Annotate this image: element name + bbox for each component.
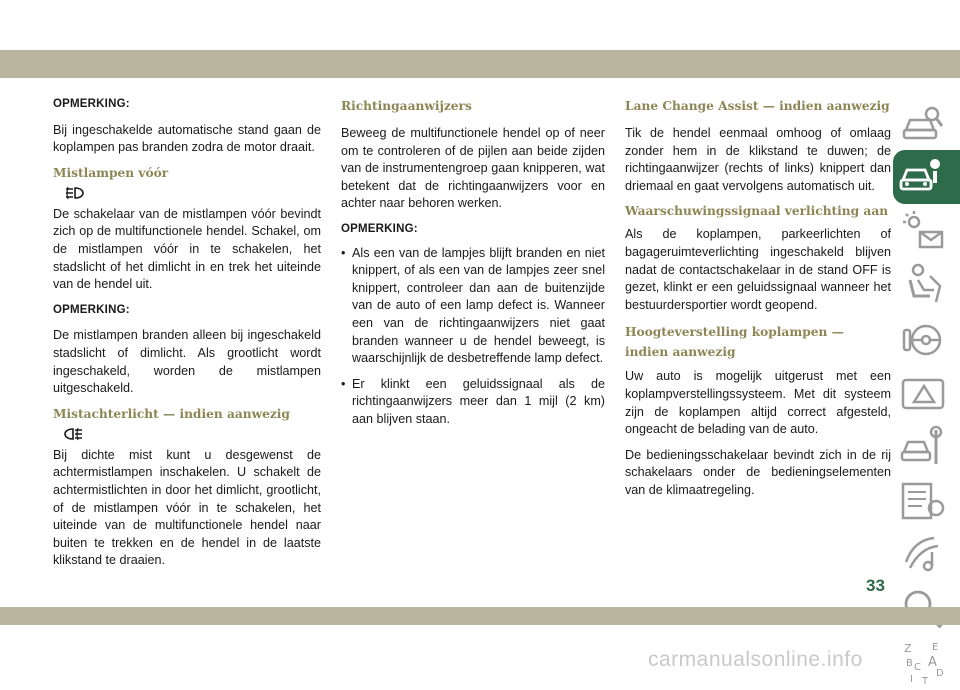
heading-headlight-leveling: Hoogteverstelling koplampen — indien aanwezig xyxy=(625,325,844,360)
rear-fog-lamp-icon xyxy=(63,427,85,441)
front-fog-text: De schakelaar van de mistlampen vóór bevindt zich op de multifunctionele hendel. Schakel, om de mistlampen vóór in te schakelen, het stadslicht of het dimlicht in en trek het uiteinde van de hendel uit. xyxy=(53,206,321,292)
music-note-icon xyxy=(900,532,946,578)
note-label: OPMERKING: xyxy=(53,303,130,316)
heading-turn-signals: Richtingaanwijzers xyxy=(341,99,472,113)
footer-band xyxy=(0,607,960,625)
index-letter: T xyxy=(922,676,929,686)
tab-technical-data[interactable] xyxy=(896,474,950,528)
header-band xyxy=(0,50,960,78)
tab-safety[interactable] xyxy=(896,258,950,312)
alphabet-index-icon xyxy=(900,640,946,686)
car-info-icon xyxy=(897,154,943,200)
seat-person-icon xyxy=(900,262,946,308)
index-letter: B xyxy=(906,658,913,669)
list-item: • Er klinkt een geluidssignaal als de richtingaanwijzers meer dan 1 mijl (2 km) aan blijven staan. xyxy=(341,376,605,429)
column-2 xyxy=(341,96,605,437)
tab-emergency[interactable] xyxy=(896,366,950,420)
tab-warning-lights[interactable] xyxy=(896,204,950,258)
tab-service[interactable] xyxy=(896,420,950,474)
heading-lane-change: Lane Change Assist — indien aanwezig xyxy=(625,99,890,113)
index-letter: A xyxy=(928,655,937,670)
note-label: OPMERKING: xyxy=(53,98,130,110)
note-text: De mistlampen branden alleen bij ingeschakeld stadslicht of dimlicht. Als grootlicht wordt ingeschakeld, worden de mistlampen uitgeschakeld. xyxy=(53,328,321,396)
heading-front-fog: Mistlampen vóór xyxy=(53,165,169,180)
tab-multimedia[interactable] xyxy=(896,528,950,582)
car-wrench-icon xyxy=(900,424,946,470)
note-bullet-list xyxy=(341,245,605,429)
headlight-leveling-text: Uw auto is mogelijk uitgerust met een koplampverstellingssysteem. Met dit systeem zijn de koplampen altijd correct afgesteld, ongeacht de belading van de auto. xyxy=(625,369,891,437)
heading-lights-warning: Waarschuwingssignaal verlichting aan xyxy=(625,204,889,219)
warning-light-envelope-icon xyxy=(900,208,946,254)
tab-starting-driving[interactable] xyxy=(896,312,950,366)
list-gear-icon xyxy=(900,478,946,524)
heading-rear-fog: Mistachterlicht — indien aanwezig xyxy=(53,406,290,421)
index-letter: I xyxy=(910,674,913,685)
rear-fog-text: Bij dichte mist kunt u desgewenst de achtermistlampen inschakelen. U schakelt de achtermistlichten in door het dimlicht, grootlicht, of de mistlampen vóór in te schakelen, het uiteinde van de multifunctionele hendel naar buiten te trekken en de hendel in de laatste klikstand te draaien. xyxy=(53,447,321,568)
note-label: OPMERKING: xyxy=(341,222,418,235)
car-magnifier-icon xyxy=(900,100,946,146)
turn-signals-text: Beweeg de multifunctionele hendel op of neer om te controleren of de pijlen aan beide zijden van de instrumentengroep gaan knipperen, wat betekent dat de richtingaanwijzers voor en achter naar behoren werken. xyxy=(341,126,605,211)
tab-car-controls-active[interactable] xyxy=(893,150,960,204)
lights-warning-text: Als de koplampen, parkeerlichten of bagageruimteverlichting ingeschakeld blijven nadat de contactschakelaar in de stand OFF is gezet, klinkt er een geluidssignaal wanneer het bestuurdersportier wordt geopend. xyxy=(625,227,891,312)
index-letter: E xyxy=(932,642,939,653)
watermark: carmanualsonline.info xyxy=(648,648,863,671)
index-letter: D xyxy=(936,668,944,679)
index-letter: C xyxy=(914,662,921,673)
note-text: Bij ingeschakelde automatische stand gaan de koplampen pas branden zodra de motor draait. xyxy=(53,122,321,155)
lane-change-text: Tik de hendel eenmaal omhoog of omlaag zonder hem in de klikstand te duwen; de richtingaanwijzer (rechts of links) knippert dan driemaal en gaat vervolgens automatisch uit. xyxy=(625,126,891,193)
steering-wheel-icon xyxy=(900,316,946,362)
headlight-leveling-text: De bedieningsschakelaar bevindt zich in de rij schakelaars onder de bedieningselementen van de klimaatregeling. xyxy=(625,447,891,497)
list-item: • Als een van de lampjes blijft branden en niet knippert, of als een van de lampjes zeer snel knippert, controleer dan aan de buitenzijde van de auto of een lamp defect is. Wanneer een van de richtingaanwijzers niet gaat branden wanneer u de hendel beweegt, is waarschijnlijk de desbetreffende lamp defect. xyxy=(341,245,605,368)
column-1 xyxy=(53,96,321,578)
tab-car-info[interactable] xyxy=(896,96,950,150)
index-letter: Z xyxy=(904,642,912,655)
tab-index[interactable] xyxy=(896,636,950,690)
column-3 xyxy=(625,96,891,508)
hazard-warning-icon xyxy=(900,370,946,416)
front-fog-lamp-icon xyxy=(63,186,85,200)
chapter-tabs xyxy=(893,96,960,690)
page-number: 33 xyxy=(866,576,885,595)
